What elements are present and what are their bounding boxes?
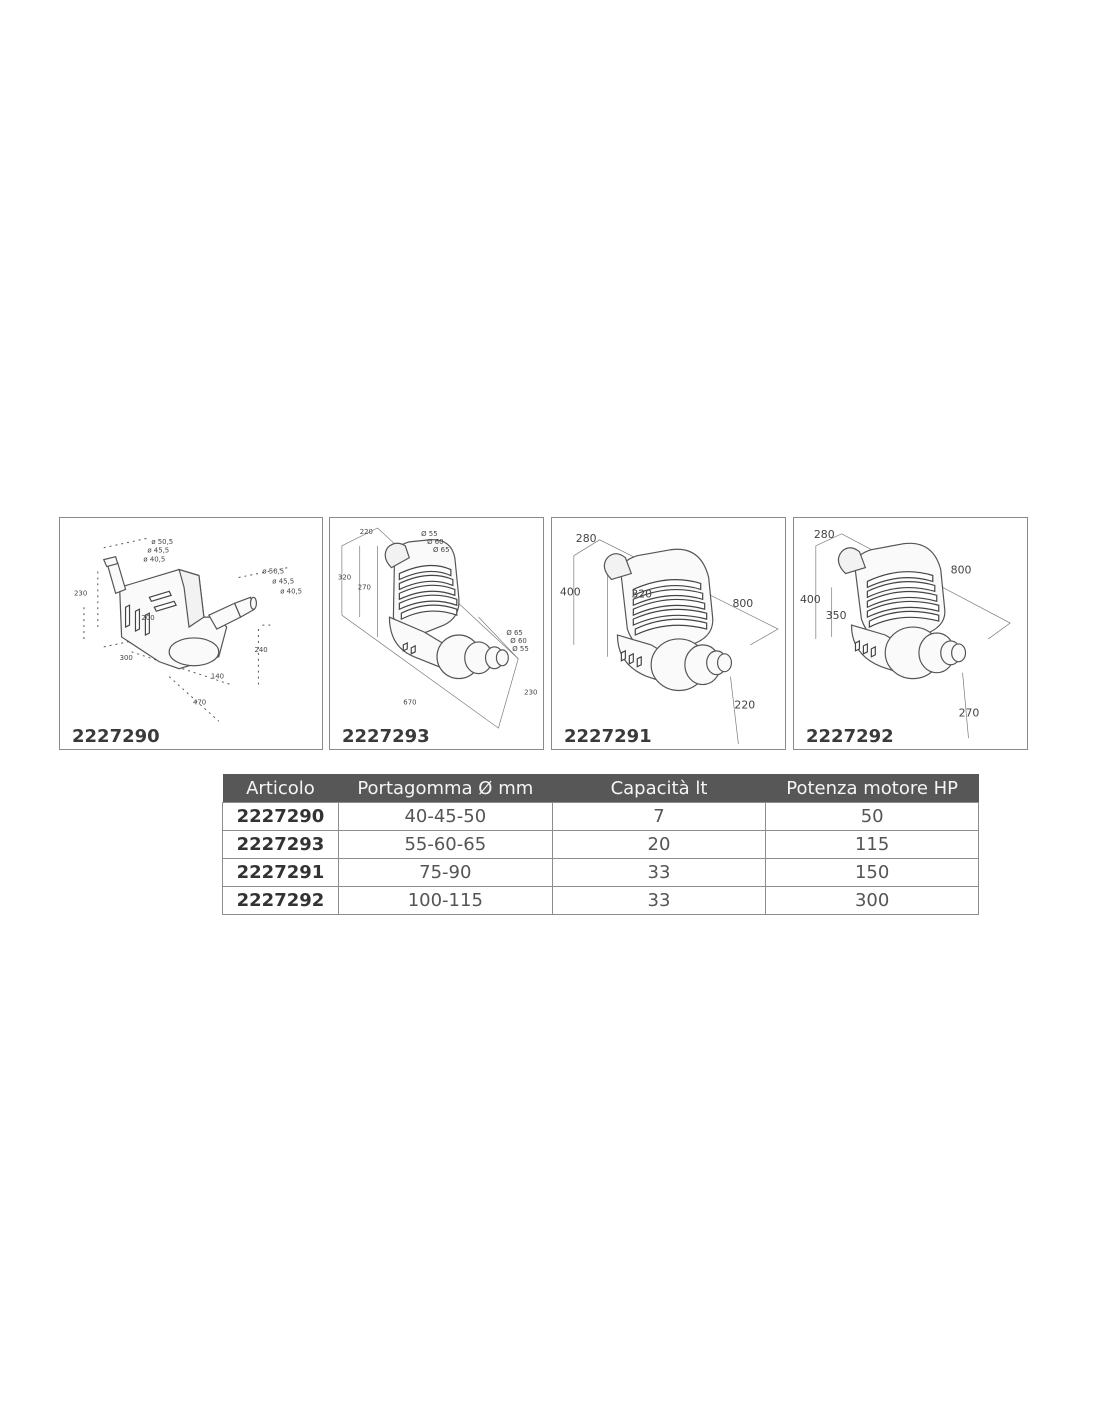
cell-potenza: 50: [766, 803, 979, 831]
cell-capacita: 7: [552, 803, 766, 831]
product-panel-2227292: [793, 517, 1028, 750]
dim-label: 320: [631, 587, 653, 601]
dim-label: 800: [950, 563, 972, 577]
cell-articolo: 2227293: [223, 831, 339, 859]
column-header-capacita: Capacità lt: [552, 774, 766, 803]
cell-portagomma: 75-90: [338, 859, 552, 887]
cell-portagomma: 100-115: [338, 887, 552, 915]
dim-label: 280: [575, 531, 597, 545]
panel-code: 2227291: [564, 726, 652, 747]
dim-label: ø 45,5: [147, 546, 170, 555]
dim-label: Ø 55: [421, 529, 438, 538]
dim-label: 140: [210, 672, 225, 681]
technical-drawing-2227291: [552, 518, 785, 749]
product-panel-2227293: [329, 517, 544, 750]
technical-drawing-2227290: [60, 518, 322, 749]
dim-label: 300: [119, 653, 133, 662]
cell-capacita: 20: [552, 831, 766, 859]
dim-label: 280: [813, 527, 835, 541]
product-panel-2227290: [59, 517, 323, 750]
dim-label: 350: [825, 609, 847, 623]
dim-label: 240: [254, 645, 268, 654]
table-row: [223, 887, 979, 915]
dim-label: Ø 60: [510, 636, 527, 645]
dim-label: ø 40,5: [143, 555, 166, 564]
cell-portagomma: 55-60-65: [338, 831, 552, 859]
dim-label: 670: [403, 698, 417, 707]
column-header-portagomma: Portagomma Ø mm: [338, 774, 552, 803]
spec-table: [222, 774, 979, 915]
dim-label: 470: [192, 698, 207, 707]
dim-label: 230: [524, 688, 538, 697]
cell-portagomma: 40-45-50: [338, 803, 552, 831]
dim-label: ø 45,5: [272, 577, 295, 586]
product-panel-2227291: [551, 517, 786, 750]
dim-label: 270: [357, 583, 371, 592]
dim-label: 800: [732, 597, 754, 611]
dim-label: ø 50,5: [262, 567, 285, 576]
dim-label: ø 50,5: [151, 537, 174, 546]
cell-articolo: 2227292: [223, 887, 339, 915]
cell-capacita: 33: [552, 859, 766, 887]
technical-drawing-2227293: [330, 518, 543, 749]
column-header-articolo: Articolo: [223, 774, 339, 803]
dim-label: ø 40,5: [280, 587, 303, 596]
cell-capacita: 33: [552, 887, 766, 915]
column-header-potenza: Potenza motore HP: [766, 774, 979, 803]
dim-label: 220: [359, 527, 373, 536]
dim-label: Ø 55: [512, 644, 529, 653]
cell-potenza: 115: [766, 831, 979, 859]
dim-label: Ø 60: [427, 537, 444, 546]
panel-code: 2227290: [72, 726, 160, 747]
dim-label: 230: [74, 589, 88, 598]
dim-label: Ø 65: [433, 545, 450, 554]
technical-drawing-2227292: [794, 518, 1027, 749]
dim-label: 270: [958, 706, 980, 720]
dim-label: 220: [734, 698, 756, 712]
panel-code: 2227292: [806, 726, 894, 747]
cell-potenza: 300: [766, 887, 979, 915]
dim-label: 400: [799, 593, 821, 607]
table-row: [223, 831, 979, 859]
dim-label: 320: [337, 573, 352, 582]
table-header-row: [223, 774, 979, 803]
table-row: [223, 859, 979, 887]
dim-label: 400: [559, 585, 581, 599]
cell-articolo: 2227291: [223, 859, 339, 887]
dim-label: Ø 65: [506, 628, 523, 637]
panel-code: 2227293: [342, 726, 430, 747]
cell-potenza: 150: [766, 859, 979, 887]
table-row: [223, 803, 979, 831]
dim-label: 200: [141, 614, 155, 623]
cell-articolo: 2227290: [223, 803, 339, 831]
